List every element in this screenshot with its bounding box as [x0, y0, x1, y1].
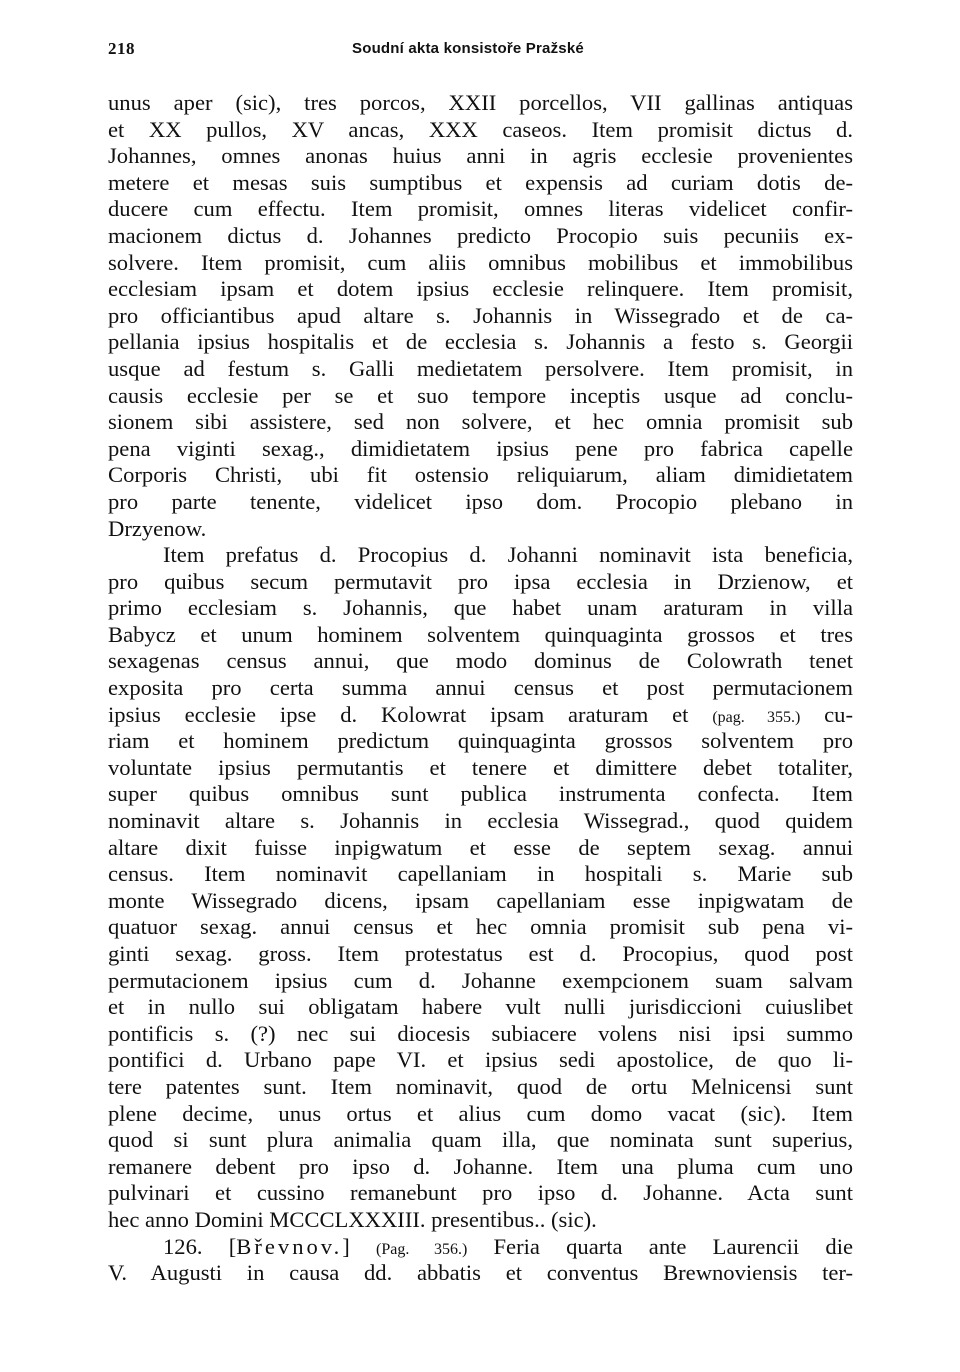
- line-text: cu-: [800, 701, 854, 727]
- paragraph-start-line: Item prefatus d. Procopius d. Johanni nominavit ista beneficia,: [163, 542, 853, 568]
- text-line: census. Item nominavit capellaniam in hospitali s. Marie sub: [108, 861, 853, 887]
- line-text: ipsius ecclesie ipse d. Kolowrat ipsam araturam et: [108, 701, 713, 727]
- text-line: ginti sexag. gross. Item protestatus est d. Procopius, quod post: [108, 941, 853, 966]
- line-text: Feria quarta ante Laurencii die: [467, 1233, 854, 1259]
- text-line: pellania ipsius hospitalis et de ecclesia s. Johannis a festo s. Georgii: [108, 329, 853, 355]
- text-line: solvere. Item promisit, cum aliis omnibus mobilibus et immobilibus: [108, 249, 853, 275]
- page-number: 218: [108, 39, 135, 58]
- text-line: monte Wissegrado dicens, ipsam capellaniam esse inpigwatam de: [108, 887, 853, 913]
- page-reference: (pag. 355.): [712, 708, 801, 726]
- text-line: Johannes, omnes anonas huius anni in agris ecclesie provenientes: [108, 143, 853, 169]
- text-line: usque ad festum s. Galli medietatem persolvere. Item promisit, in: [108, 355, 853, 381]
- running-title: Soudní akta konsistoře Pražské: [352, 40, 584, 57]
- text-line: exposita pro certa summa annui census et post permutacionem: [108, 675, 853, 701]
- text-line: et in nullo sui obligatam habere vult nulli jurisdiccioni cuiuslibet: [108, 994, 853, 1020]
- text-line: pro parte tenente, videlicet ipso dom. Procopio plebano in: [108, 488, 853, 514]
- text-line: et XX pullos, XV ancas, XXX caseos. Item promisit dictus d.: [108, 116, 853, 142]
- text-line: causis ecclesie per se et suo tempore inceptis usque ad conclu-: [108, 382, 853, 408]
- text-line: macionem dictus d. Johannes predicto Procopio suis pecuniis ex-: [108, 222, 853, 248]
- text-line: altare dixit fuisse inpigwatum et esse de septem sexag. annui: [108, 834, 853, 860]
- text-line: pontificis s. (?) nec sui diocesis subiacere volens nisi ipsi summo: [108, 1020, 853, 1046]
- text-line: remanere debent pro ipso d. Johanne. Item una pluma cum uno: [108, 1153, 853, 1179]
- text-line: quod si sunt plura animalia quam illa, que nominata sunt superius,: [108, 1127, 853, 1153]
- text-line: super quibus omnibus sunt publica instrumenta confecta. Item: [108, 781, 853, 807]
- text-line: hec anno Domini MCCCLXXXIII. presentibus.. (sic).: [108, 1206, 597, 1232]
- text-line: pro quibus secum permutavit pro ipsa ecclesia in Drzienow, et: [108, 568, 853, 594]
- text-line: ducere cum effectu. Item promisit, omnes literas videlicet confir-: [108, 196, 853, 222]
- text-line: pontifici d. Urbano pape VI. et ipsius sedi apostolice, de quo li-: [108, 1047, 853, 1073]
- text-line: nominavit altare s. Johannis in ecclesia Wissegrad., quod quidem: [108, 808, 853, 834]
- text-line-with-page-ref: [108, 702, 853, 729]
- text-line: voluntate ipsius permutantis et tenere et dimittere debet totaliter,: [108, 754, 853, 780]
- text-line: sionem sibi assistere, sed non solvere, et hec omnia promisit sub: [108, 409, 853, 435]
- text-line: ecclesiam ipsam et dotem ipsius ecclesie relinquere. Item promisit,: [108, 276, 853, 302]
- text-line: pulvinari et cussino remanebunt pro ipso d. Johanne. Acta sunt: [108, 1180, 853, 1206]
- text-line: Corporis Christi, ubi fit ostensio reliquiarum, aliam dimidietatem: [108, 462, 853, 488]
- entry-heading-line: [108, 1234, 853, 1261]
- text-line: Drzyenow.: [108, 515, 207, 541]
- text-line: tere patentes sunt. Item nominavit, quod de ortu Melnicensi sunt: [108, 1073, 853, 1099]
- text-line: permutacionem ipsius cum d. Johanne exempcionem suam salvam: [108, 967, 853, 993]
- text-line: riam et hominem predictum quinquaginta grossos solventem pro: [108, 728, 853, 754]
- text-line: metere et mesas suis sumptibus et expensis ad curiam dotis de-: [108, 169, 853, 195]
- bracket: ]: [342, 1233, 377, 1259]
- text-line: quatuor sexag. annui census et hec omnia promisit sub pena vi-: [108, 914, 853, 940]
- place-name: Břevnov.: [236, 1233, 343, 1259]
- text-line: pena viginti sexag., dimidietatem ipsius pene pro fabrica capelle: [108, 435, 853, 461]
- page-header: [108, 36, 853, 62]
- entry-number: 126.: [163, 1233, 229, 1259]
- page-reference: (Pag. 356.): [376, 1240, 468, 1258]
- text-line: pro officiantibus apud altare s. Johannis in Wissegrado et de ca-: [108, 302, 853, 328]
- text-line: Babycz et unum hominem solventem quinquaginta grossos et tres: [108, 621, 853, 647]
- text-line: unus aper (sic), tres porcos, XXII porcellos, VII gallinas antiquas: [108, 90, 853, 115]
- text-line: sexagenas census annui, que modo dominus de Colowrath tenet: [108, 648, 853, 674]
- body-text: [108, 90, 853, 1287]
- text-line: primo ecclesiam s. Johannis, que habet unam araturam in villa: [108, 595, 853, 621]
- bracket: [: [228, 1233, 237, 1259]
- text-line: V. Augusti in causa dd. abbatis et conventus Brewnoviensis ter-: [108, 1260, 853, 1286]
- text-line: plene decime, unus ortus et alius cum domo vacat (sic). Item: [108, 1100, 853, 1126]
